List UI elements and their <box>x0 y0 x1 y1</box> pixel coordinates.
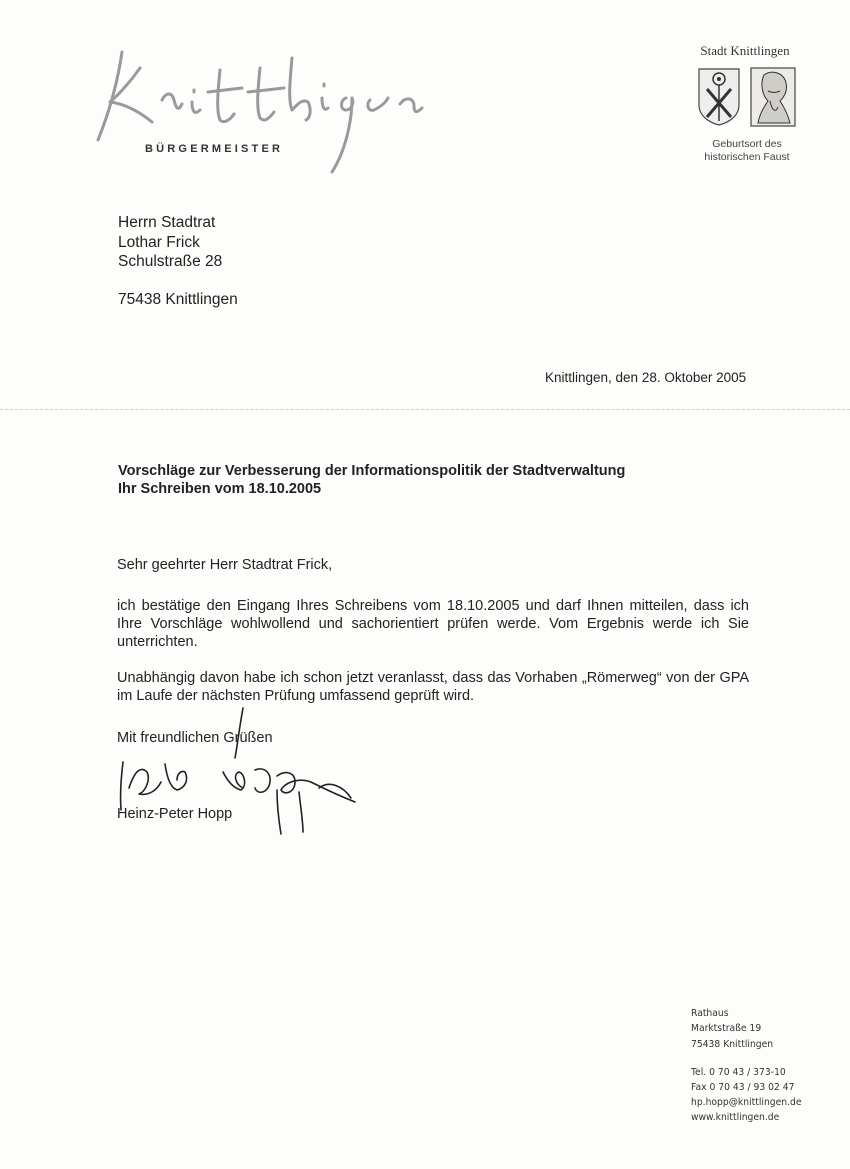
footer-line-1: Rathaus <box>691 1008 729 1019</box>
fold-line <box>0 409 850 410</box>
closing: Mit freundlichen Grüßen <box>117 730 273 746</box>
knittlingen-script-logo <box>70 40 450 180</box>
birthplace-note <box>672 138 822 164</box>
salutation: Sehr geehrter Herr Stadtrat Frick, <box>117 557 333 573</box>
subject-line-1: Vorschläge zur Verbesserung der Informationspolitik der Stadtverwaltung <box>118 463 626 479</box>
signer-name: Heinz-Peter Hopp <box>117 806 233 822</box>
footer-tel: Tel. 0 70 43 / 373-10 <box>691 1067 786 1078</box>
recipient-line-2: Lothar Frick <box>118 234 200 251</box>
footer-email: hp.hopp@knittlingen.de <box>691 1097 802 1108</box>
coat-of-arms-icon <box>697 67 741 127</box>
city-name: Stadt Knittlingen <box>700 43 790 58</box>
recipient-line-4: 75438 Knittlingen <box>118 291 238 308</box>
faust-portrait-icon <box>750 67 796 127</box>
footer-line-3: 75438 Knittlingen <box>691 1039 774 1050</box>
footer-line-2: Marktstraße 19 <box>691 1023 762 1034</box>
footer-fax: Fax 0 70 43 / 93 02 47 <box>691 1082 795 1093</box>
birthplace-line-1: Geburtsort des <box>712 138 782 150</box>
paragraph-1: ich bestätige den Eingang Ihres Schreibens vom 18.10.2005 und darf Ihnen mitteilen, dass ich Ihre Vorschläge wohlwollend und sachorientiert prüfen werde. Vom Ergebnis werde ich Sie unterrichten. <box>117 598 749 650</box>
paragraph-2: Unabhängig davon habe ich schon jetzt veranlasst, dass das Vorhaben „Römerweg“ von der GPA im Laufe der nächsten Prüfung umfassend geprüft wird. <box>117 670 749 704</box>
recipient-line-3: Schulstraße 28 <box>118 253 223 270</box>
recipient-line-1: Herrn Stadtrat <box>118 214 216 231</box>
footer-web: www.knittlingen.de <box>691 1112 780 1123</box>
date-line: Knittlingen, den 28. Oktober 2005 <box>545 370 747 385</box>
subject-line-2: Ihr Schreiben vom 18.10.2005 <box>118 481 322 497</box>
logo-subtitle: BÜRGERMEISTER <box>145 143 284 155</box>
birthplace-line-2: historischen Faust <box>704 151 790 163</box>
